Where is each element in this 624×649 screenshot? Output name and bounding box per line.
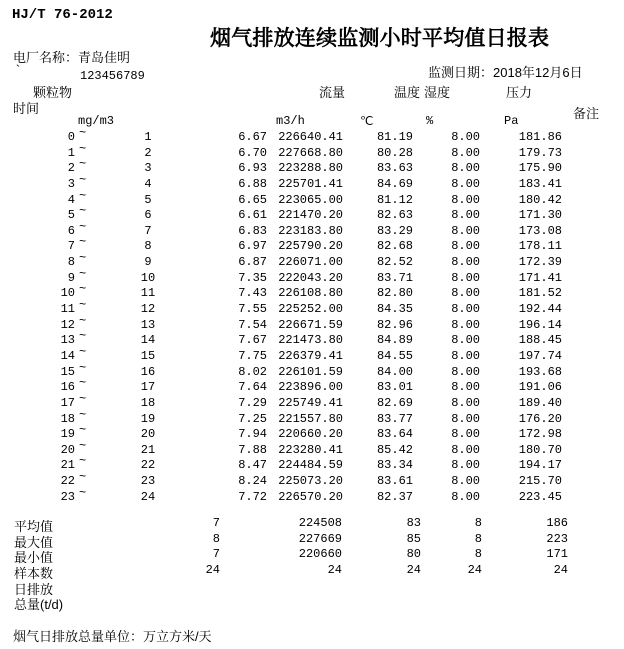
particulate-cell: 8.24 (238, 474, 267, 489)
flow-cell: 226379.41 (278, 348, 343, 363)
humidity-cell: 8.00 (451, 458, 480, 473)
summary-row (0, 532, 624, 548)
temperature-cell: 82.96 (376, 317, 413, 332)
hourly-row (0, 188, 624, 209)
humidity-cell: 8.00 (451, 223, 480, 238)
hourly-row (0, 329, 624, 349)
temperature-cell: 83.77 (376, 411, 413, 426)
hour-start-cell: 13 (60, 333, 75, 348)
hour-end-cell: 9 (144, 255, 152, 270)
tilde-separator: ~ (79, 485, 87, 500)
flow-cell: 226071.00 (278, 255, 343, 270)
hour-end-cell: 24 (140, 489, 156, 504)
flow-cell: 221557.80 (278, 411, 343, 426)
tilde-separator: ~ (79, 188, 87, 203)
unit-temperature: ℃ (360, 114, 374, 128)
page-title: 烟气排放连续监测小时平均值日报表 (210, 27, 550, 50)
tilde-separator: ~ (79, 470, 87, 485)
particulate-cell: 6.61 (238, 208, 267, 223)
tilde-separator: ~ (79, 344, 87, 359)
pressure-cell: 172.98 (518, 427, 562, 442)
hour-end-cell: 22 (140, 458, 156, 473)
column-header-temperature: 温度 (394, 85, 421, 100)
temperature-cell: 84.00 (376, 364, 413, 379)
hour-end-cell: 13 (140, 317, 156, 332)
flow-cell: 225701.41 (278, 176, 343, 191)
hour-end-cell: 8 (144, 239, 152, 254)
hourly-row (0, 313, 624, 334)
humidity-cell: 8.00 (451, 145, 480, 160)
humidity-cell: 8.00 (451, 317, 480, 332)
humidity-cell: 8.00 (451, 364, 480, 379)
temperature-cell: 81.19 (376, 130, 413, 144)
humidity-cell: 8.00 (451, 395, 480, 410)
column-header-remark: 备注 (573, 106, 600, 121)
humidity-cell: 8.00 (451, 380, 480, 395)
temperature-cell: 83.63 (376, 161, 413, 176)
summary-label: 日排放 (14, 581, 54, 597)
tilde-separator: ~ (79, 313, 87, 328)
summary-flow-cell: 227669 (298, 531, 342, 546)
summary-table (0, 516, 624, 613)
particulate-cell: 7.35 (238, 270, 267, 285)
summary-temperature-cell: 83 (406, 516, 421, 530)
hour-start-cell: 15 (60, 364, 75, 379)
flow-cell: 222043.20 (278, 270, 343, 285)
hour-end-cell: 4 (144, 176, 152, 191)
pressure-cell: 173.08 (518, 223, 562, 238)
particulate-cell: 7.54 (238, 317, 267, 332)
hourly-row (0, 141, 624, 162)
pressure-cell: 223.45 (518, 489, 562, 504)
tilde-separator: ~ (79, 126, 87, 140)
column-header-humidity: 湿度 (424, 85, 451, 100)
particulate-cell: 6.93 (238, 161, 267, 176)
flow-cell: 225252.00 (278, 302, 343, 317)
pressure-cell: 180.42 (518, 192, 562, 207)
humidity-cell: 8.00 (451, 130, 480, 144)
summary-row (0, 516, 624, 532)
unit-humidity: % (426, 114, 434, 128)
tilde-separator: ~ (79, 376, 87, 391)
temperature-cell: 84.89 (376, 333, 413, 348)
hour-start-cell: 9 (67, 270, 75, 285)
flow-cell: 226570.20 (278, 489, 343, 504)
temperature-cell: 82.69 (376, 395, 413, 410)
humidity-cell: 8.00 (451, 255, 480, 270)
hourly-row (0, 485, 624, 506)
particulate-cell: 6.97 (238, 239, 267, 254)
pressure-cell: 175.90 (518, 161, 562, 176)
tilde-separator: ~ (79, 438, 87, 453)
hourly-row (0, 266, 624, 287)
pressure-cell: 181.52 (518, 286, 562, 301)
tilde-separator: ~ (79, 172, 87, 187)
hour-start-cell: 19 (60, 427, 75, 442)
hour-end-cell: 5 (144, 192, 152, 207)
summary-pressure-cell: 24 (553, 563, 568, 578)
plant-code: 123456789 (80, 69, 145, 83)
tilde-separator: ~ (79, 235, 87, 250)
particulate-cell: 7.72 (238, 489, 267, 504)
flow-cell: 227668.80 (278, 145, 343, 160)
plant-name: 电厂名称：青岛佳明 (13, 50, 131, 65)
hour-end-cell: 15 (140, 348, 156, 363)
hour-end-cell: 17 (140, 380, 156, 395)
hourly-row (0, 126, 624, 146)
temperature-cell: 83.29 (376, 223, 413, 238)
summary-label: 平均值 (14, 519, 54, 534)
tilde-separator: ~ (79, 407, 87, 422)
hour-start-cell: 16 (60, 380, 75, 395)
tilde-separator: ~ (79, 282, 87, 297)
particulate-cell: 7.94 (238, 427, 267, 442)
flow-cell: 226101.59 (278, 364, 343, 379)
summary-temperature-cell: 85 (406, 531, 421, 546)
temperature-cell: 82.63 (376, 208, 413, 223)
hour-start-cell: 6 (67, 223, 75, 238)
flow-cell: 223280.41 (278, 442, 343, 457)
flow-cell: 221470.20 (278, 208, 343, 223)
tilde-separator: ~ (79, 391, 87, 406)
pressure-cell: 176.20 (518, 411, 562, 426)
temperature-cell: 81.12 (376, 192, 413, 207)
hour-end-cell: 21 (140, 442, 156, 457)
humidity-cell: 8.00 (451, 176, 480, 191)
temperature-cell: 84.69 (376, 176, 413, 191)
particulate-cell: 7.88 (238, 442, 267, 457)
summary-row (0, 594, 624, 613)
hour-start-cell: 3 (67, 176, 75, 191)
pressure-cell: 215.70 (518, 474, 562, 489)
hour-start-cell: 5 (67, 208, 75, 223)
hourly-row (0, 204, 624, 224)
pressure-cell: 191.06 (518, 380, 562, 395)
particulate-cell: 6.88 (238, 176, 267, 191)
particulate-cell: 7.75 (238, 348, 267, 363)
pressure-cell: 193.68 (518, 364, 562, 379)
pressure-cell: 196.14 (518, 317, 562, 332)
humidity-cell: 8.00 (451, 270, 480, 285)
flow-cell: 225790.20 (278, 239, 343, 254)
pressure-cell: 194.17 (518, 458, 562, 473)
hourly-row (0, 298, 624, 318)
particulate-cell: 7.29 (238, 395, 267, 410)
particulate-cell: 7.67 (238, 333, 267, 348)
hour-end-cell: 18 (140, 395, 156, 410)
summary-temperature-cell: 24 (406, 563, 421, 578)
pressure-cell: 192.44 (518, 302, 562, 317)
summary-humidity-cell: 24 (467, 563, 482, 578)
temperature-cell: 82.37 (376, 489, 413, 504)
flow-cell: 226108.80 (278, 286, 343, 301)
tilde-separator: ~ (79, 141, 87, 156)
particulate-cell: 8.47 (238, 458, 267, 473)
temperature-cell: 83.71 (376, 270, 413, 285)
temperature-cell: 82.80 (376, 286, 413, 301)
hourly-row (0, 157, 624, 177)
hour-end-cell: 14 (140, 333, 156, 348)
pressure-cell: 188.45 (518, 333, 562, 348)
hourly-row (0, 470, 624, 490)
humidity-cell: 8.00 (451, 333, 480, 348)
summary-humidity-cell: 8 (474, 516, 482, 530)
summary-label: 总量(t/d) (14, 597, 64, 613)
hour-start-cell: 12 (60, 317, 75, 332)
hour-start-cell: 18 (60, 411, 75, 426)
hour-start-cell: 4 (67, 192, 75, 207)
humidity-cell: 8.00 (451, 348, 480, 363)
tilde-separator: ~ (79, 251, 87, 266)
flow-cell: 221473.80 (278, 333, 343, 348)
flow-cell: 223896.00 (278, 380, 343, 395)
tilde-separator: ~ (79, 329, 87, 344)
humidity-cell: 8.00 (451, 286, 480, 301)
hour-end-cell: 12 (140, 302, 156, 317)
unit-pressure: Pa (504, 114, 519, 128)
flow-cell: 223288.80 (278, 161, 343, 176)
footer-note: 烟气日排放总量单位：万立方米/天 (13, 629, 212, 644)
hour-end-cell: 6 (144, 208, 152, 223)
hourly-row (0, 423, 624, 443)
temperature-cell: 82.52 (376, 255, 413, 270)
hour-end-cell: 20 (140, 427, 156, 442)
temperature-cell: 85.42 (376, 442, 413, 457)
temperature-cell: 84.55 (376, 348, 413, 363)
pressure-cell: 189.40 (518, 395, 562, 410)
humidity-cell: 8.00 (451, 474, 480, 489)
hour-start-cell: 22 (60, 474, 75, 489)
summary-pressure-cell: 171 (546, 547, 568, 562)
pressure-cell: 171.30 (518, 208, 562, 223)
hour-start-cell: 17 (60, 395, 75, 410)
pressure-cell: 180.70 (518, 442, 562, 457)
temperature-cell: 82.68 (376, 239, 413, 254)
summary-row (0, 547, 624, 566)
hour-start-cell: 7 (67, 239, 75, 254)
humidity-cell: 8.00 (451, 208, 480, 223)
hour-start-cell: 23 (60, 489, 75, 504)
hour-start-cell: 8 (67, 255, 75, 270)
humidity-cell: 8.00 (451, 489, 480, 504)
summary-row (0, 579, 624, 595)
pressure-cell: 171.41 (518, 270, 562, 285)
hour-end-cell: 16 (140, 364, 156, 379)
summary-flow-cell: 224508 (298, 516, 342, 530)
humidity-cell: 8.00 (451, 302, 480, 317)
hourly-row (0, 251, 624, 271)
hour-start-cell: 11 (60, 302, 75, 317)
tilde-separator: ~ (79, 157, 87, 172)
hour-start-cell: 0 (67, 130, 75, 144)
flow-cell: 220660.20 (278, 427, 343, 442)
hourly-row (0, 344, 624, 365)
plant-tick-mark: ` (14, 63, 22, 78)
hourly-row (0, 376, 624, 396)
hour-end-cell: 19 (140, 411, 156, 426)
hour-end-cell: 3 (144, 161, 152, 176)
hour-start-cell: 10 (60, 286, 75, 301)
summary-humidity-cell: 8 (474, 531, 482, 546)
hourly-row (0, 282, 624, 302)
column-header-pressure: 压力 (506, 85, 533, 100)
pressure-cell: 172.39 (518, 255, 562, 270)
temperature-cell: 83.01 (376, 380, 413, 395)
temperature-cell: 83.34 (376, 458, 413, 473)
hourly-row (0, 219, 624, 240)
particulate-cell: 6.65 (238, 192, 267, 207)
column-header-particulate: 颗粒物 (33, 85, 73, 100)
summary-particulate-cell: 8 (212, 531, 220, 546)
hour-start-cell: 20 (60, 442, 75, 457)
hour-start-cell: 1 (67, 145, 75, 160)
standard-code: HJ/T 76-2012 (12, 7, 113, 23)
summary-flow-cell: 220660 (298, 547, 342, 562)
hourly-row (0, 235, 624, 255)
summary-flow-cell: 24 (327, 563, 342, 578)
humidity-cell: 8.00 (451, 427, 480, 442)
summary-pressure-cell: 223 (546, 531, 568, 546)
summary-particulate-cell: 24 (205, 563, 220, 578)
humidity-cell: 8.00 (451, 161, 480, 176)
tilde-separator: ~ (79, 360, 87, 375)
summary-pressure-cell: 186 (546, 516, 568, 530)
flow-cell: 225749.41 (278, 395, 343, 410)
particulate-cell: 6.83 (238, 223, 267, 238)
unit-particulate: mg/m3 (78, 114, 115, 128)
summary-humidity-cell: 8 (474, 547, 482, 562)
tilde-separator: ~ (79, 204, 87, 219)
pressure-cell: 179.73 (518, 145, 562, 160)
monitor-date: 监测日期：2018年12月6日 (428, 65, 583, 80)
hourly-row (0, 454, 624, 474)
hourly-row (0, 360, 624, 381)
hour-end-cell: 1 (144, 130, 152, 144)
tilde-separator: ~ (79, 423, 87, 438)
particulate-cell: 8.02 (238, 364, 267, 379)
tilde-separator: ~ (79, 454, 87, 469)
flow-cell: 226640.41 (278, 130, 343, 144)
hourly-row (0, 438, 624, 459)
particulate-cell: 6.70 (238, 145, 267, 160)
particulate-cell: 6.87 (238, 255, 267, 270)
unit-flow: m3/h (276, 114, 305, 128)
flow-cell: 223183.80 (278, 223, 343, 238)
hour-end-cell: 2 (144, 145, 152, 160)
pressure-cell: 183.41 (518, 176, 562, 191)
flow-cell: 223065.00 (278, 192, 343, 207)
column-header-flow: 流量 (319, 85, 346, 100)
column-header-time: 时间 (13, 101, 40, 116)
summary-particulate-cell: 7 (212, 547, 220, 562)
hourly-table (0, 126, 624, 505)
particulate-cell: 7.25 (238, 411, 267, 426)
hourly-row (0, 407, 624, 428)
hourly-row (0, 391, 624, 412)
flow-cell: 224484.59 (278, 458, 343, 473)
pressure-cell: 178.11 (518, 239, 562, 254)
temperature-cell: 83.64 (376, 427, 413, 442)
hour-end-cell: 11 (140, 286, 156, 301)
hour-start-cell: 2 (67, 161, 75, 176)
summary-label: 最大值 (14, 534, 54, 550)
summary-row (0, 563, 624, 582)
tilde-separator: ~ (79, 266, 87, 281)
hour-end-cell: 23 (140, 474, 156, 489)
hour-start-cell: 14 (60, 348, 75, 363)
humidity-cell: 8.00 (451, 411, 480, 426)
summary-particulate-cell: 7 (212, 516, 220, 530)
temperature-cell: 83.61 (376, 474, 413, 489)
summary-temperature-cell: 80 (406, 547, 421, 562)
particulate-cell: 6.67 (238, 130, 267, 144)
temperature-cell: 80.28 (376, 145, 413, 160)
hour-start-cell: 21 (60, 458, 75, 473)
tilde-separator: ~ (79, 298, 87, 313)
particulate-cell: 7.43 (238, 286, 267, 301)
humidity-cell: 8.00 (451, 192, 480, 207)
hour-end-cell: 7 (144, 223, 152, 238)
tilde-separator: ~ (79, 219, 87, 234)
summary-label: 样本数 (14, 566, 54, 582)
flow-cell: 225073.20 (278, 474, 343, 489)
humidity-cell: 8.00 (451, 442, 480, 457)
hour-end-cell: 10 (140, 270, 156, 285)
summary-label: 最小值 (14, 550, 54, 566)
pressure-cell: 197.74 (518, 348, 562, 363)
hourly-row (0, 172, 624, 193)
humidity-cell: 8.00 (451, 239, 480, 254)
flow-cell: 226671.59 (278, 317, 343, 332)
particulate-cell: 7.55 (238, 302, 267, 317)
temperature-cell: 84.35 (376, 302, 413, 317)
pressure-cell: 181.86 (518, 130, 562, 144)
particulate-cell: 7.64 (238, 380, 267, 395)
